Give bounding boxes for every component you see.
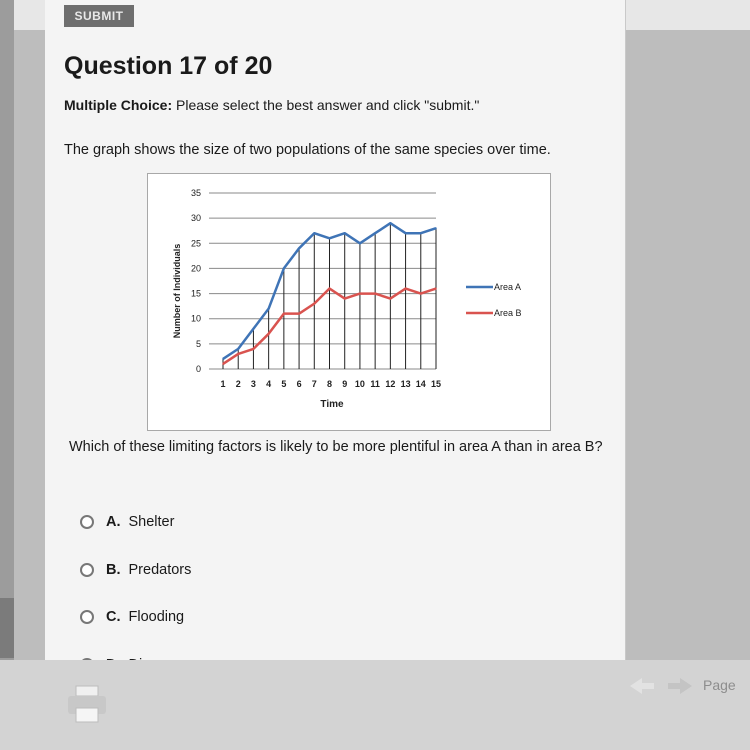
chart-y-axis-label: Number of Individuals: [172, 243, 182, 339]
x-tick-label: 4: [266, 379, 272, 389]
data-point: [253, 348, 255, 350]
option-a[interactable]: [80, 511, 174, 533]
data-point: [222, 358, 224, 360]
option-b[interactable]: [80, 559, 191, 581]
radio-button[interactable]: [80, 515, 94, 529]
instructions-text: Please select the best answer and click "submit.": [172, 97, 480, 113]
option-letter: C.: [106, 609, 121, 625]
arrow-right-icon[interactable]: [666, 676, 694, 696]
data-point: [298, 313, 300, 315]
option-label: Flooding: [128, 609, 185, 625]
instructions: [64, 97, 479, 113]
y-tick-label: 25: [190, 238, 201, 249]
data-point: [329, 288, 331, 290]
data-point: [268, 333, 270, 335]
data-point: [253, 328, 255, 330]
data-point: [344, 232, 346, 234]
option-letter: B.: [106, 562, 121, 578]
data-point: [359, 242, 361, 244]
population-chart: [147, 173, 551, 431]
x-tick-label: 3: [250, 379, 256, 389]
x-tick-label: 13: [400, 379, 411, 389]
data-point: [283, 268, 285, 270]
x-tick-label: 7: [311, 379, 317, 389]
question-title: Question 17 of 20: [64, 52, 273, 80]
data-point: [329, 237, 331, 239]
y-tick-label: 10: [190, 313, 201, 324]
page-label: Page: [703, 677, 736, 693]
data-point: [405, 288, 407, 290]
data-point: [298, 248, 300, 250]
y-tick-label: 35: [190, 188, 201, 198]
footer-bar: [0, 660, 750, 750]
data-point: [420, 293, 422, 295]
x-tick-label: 6: [296, 379, 302, 389]
data-point: [344, 298, 346, 300]
y-tick-label: 30: [190, 213, 201, 224]
data-point: [390, 298, 392, 300]
question-prompt: The graph shows the size of two populations of the same species over time.: [64, 142, 551, 158]
data-point: [222, 363, 224, 365]
legend-label: Area A: [494, 282, 522, 292]
y-tick-label: 5: [195, 338, 201, 349]
data-point: [268, 308, 270, 310]
x-tick-label: 15: [430, 379, 442, 389]
option-label: Predators: [128, 562, 192, 578]
data-point: [374, 232, 376, 234]
x-tick-label: 10: [354, 379, 365, 389]
data-point: [283, 313, 285, 315]
instructions-type: Multiple Choice:: [64, 97, 173, 113]
y-tick-label: 15: [190, 288, 201, 299]
arrow-left-icon[interactable]: [628, 676, 656, 696]
submit-button[interactable]: SUBMIT: [64, 5, 134, 27]
data-point: [390, 222, 392, 224]
x-tick-label: 14: [415, 379, 426, 389]
legend-label: Area B: [494, 308, 522, 318]
data-point: [313, 303, 315, 305]
scrollbar-thumb[interactable]: [0, 598, 14, 658]
x-tick-label: 12: [385, 379, 396, 389]
chart-x-axis-label: Time: [320, 399, 344, 410]
left-scrollbar[interactable]: [0, 0, 14, 750]
data-point: [313, 232, 315, 234]
x-tick-label: 8: [326, 379, 333, 389]
printer-icon[interactable]: [66, 684, 108, 724]
x-tick-label: 5: [281, 379, 287, 389]
data-point: [237, 348, 239, 350]
x-tick-label: 2: [235, 379, 241, 389]
y-tick-label: 20: [190, 263, 201, 274]
data-point: [435, 227, 437, 229]
x-tick-label: 11: [370, 379, 380, 389]
radio-button[interactable]: [80, 563, 94, 577]
option-label: Shelter: [128, 514, 175, 530]
x-tick-label: 1: [220, 379, 226, 389]
data-point: [435, 288, 437, 290]
data-point: [405, 232, 407, 234]
data-point: [359, 293, 361, 295]
data-point: [237, 353, 239, 355]
x-tick-label: 9: [342, 379, 348, 389]
data-point: [420, 232, 422, 234]
data-point: [374, 293, 376, 295]
chart-svg: [148, 174, 550, 430]
radio-button[interactable]: [80, 610, 94, 624]
option-letter: A.: [106, 514, 121, 530]
question-text: Which of these limiting factors is likely to be more plentiful in area A than in area B?: [69, 439, 603, 455]
option-c[interactable]: [80, 606, 184, 628]
y-tick-label: 0: [195, 364, 201, 374]
